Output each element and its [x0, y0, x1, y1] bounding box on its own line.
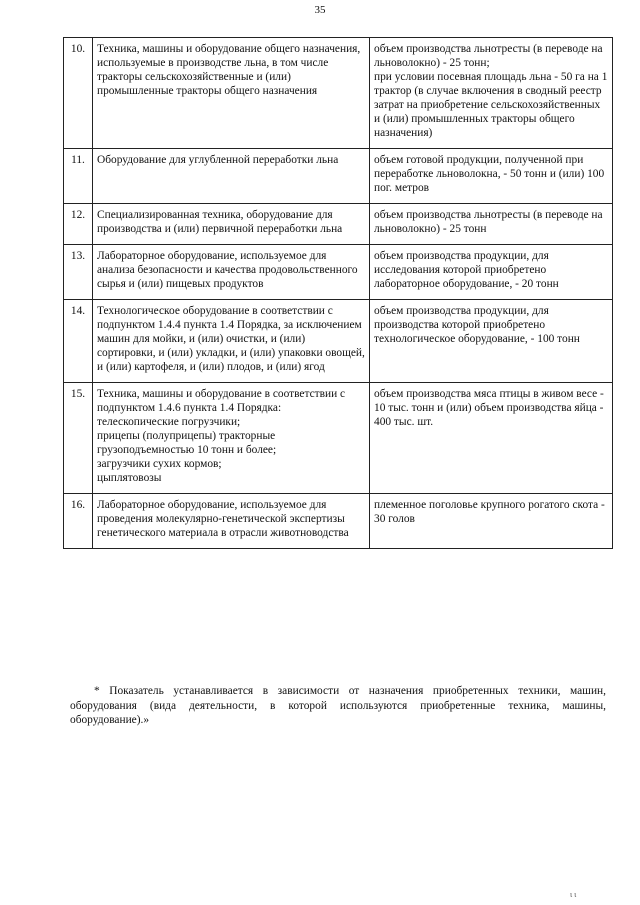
indicator-cell [370, 383, 613, 494]
row-number: 16. [64, 494, 93, 549]
table-row [64, 204, 613, 245]
row-number: 10. [64, 38, 93, 149]
table-row [64, 38, 613, 149]
table-row [64, 300, 613, 383]
page-number: 35 [314, 4, 326, 16]
row-number: 15. [64, 383, 93, 494]
equipment-name [93, 383, 370, 494]
equipment-name-line: прицепы (полуприцепы) тракторные грузоподъемностью 10 тонн и более; [97, 430, 277, 456]
indicator-line: объем производства льнотресты (в переводе на льноволокно) - 25 тонн; [374, 43, 603, 69]
indicator-cell [370, 204, 613, 245]
equipment-name-line: Техника, машины и оборудование в соответствии с подпунктом 1.4.6 пункта 1.4 Порядка: [97, 388, 346, 414]
equipment-table [63, 37, 613, 549]
equipment-name: Оборудование для углубленной переработки льна [93, 149, 370, 204]
equipment-name: Лабораторное оборудование, используемое для проведения молекулярно-генетической экспертизы генетического материала в отрасли животноводства [93, 494, 370, 549]
row-number: 12. [64, 204, 93, 245]
indicator-line: при условии посевная площадь льна - 50 га на 1 трактор (в случае включения в сводный реестр затрат на приобретение сельскохозяйственных и (или) промышленных тракторы общего назначения) [374, 71, 608, 139]
table-row [64, 494, 613, 549]
equipment-name: Технологическое оборудование в соответствии с подпунктом 1.4.4 пункта 1.4 Порядка, за исключением машин для мойки, и (или) очистки, и (или) сортировки, и (или) укладки, и (или) упаковки овощей, и (или) картофеля, и (или) плодов, и (или) ягод [93, 300, 370, 383]
indicator-line: объем производства продукции, для производства которой приобретено технологическое оборудование, - 100 тонн [374, 305, 580, 345]
equipment-name-line: загрузчики сухих кормов; [97, 458, 222, 470]
equipment-name: Лабораторное оборудование, используемое для анализа безопасности и качества продовольственного сырья и (или) пищевых продуктов [93, 245, 370, 300]
indicator-cell [370, 245, 613, 300]
indicator-line: объем производства мяса птицы в живом весе - 10 тыс. тонн и (или) объем производства яйца - 400 тыс. шт. [374, 388, 604, 428]
equipment-name: Специализированная техника, оборудование для производства и (или) первичной переработки льна [93, 204, 370, 245]
indicator-line: объем производства льнотресты (в переводе на льноволокно) - 25 тонн [374, 209, 603, 235]
indicator-cell [370, 38, 613, 149]
indicator-line: объем производства продукции, для исследования которой приобретено лабораторное оборудование, - 20 тонн [374, 250, 559, 290]
footer-mark: ι ι [570, 890, 577, 899]
table-row [64, 383, 613, 494]
indicator-line: объем готовой продукции, полученной при переработке льноволокна, - 50 тонн и (или) 100 пог. метров [374, 154, 605, 194]
row-number: 14. [64, 300, 93, 383]
row-number: 11. [64, 149, 93, 204]
indicator-cell [370, 300, 613, 383]
indicator-cell [370, 149, 613, 204]
table-row [64, 149, 613, 204]
equipment-name: Техника, машины и оборудование общего назначения, используемые в производстве льна, в том числе тракторы сельскохозяйственные и (или) промышленные тракторы общего назначения [93, 38, 370, 149]
indicator-line: племенное поголовье крупного рогатого скота - 30 голов [374, 499, 605, 525]
indicator-cell [370, 494, 613, 549]
equipment-name-line: цыплятовозы [97, 472, 162, 484]
equipment-name-line: телескопические погрузчики; [97, 416, 241, 428]
table-row [64, 245, 613, 300]
row-number: 13. [64, 245, 93, 300]
footnote: * Показатель устанавливается в зависимости от назначения приобретенных техники, машин, оборудования (вида деятельности, в которой используются приобретенные техника, машины, оборудование).» [70, 685, 606, 726]
